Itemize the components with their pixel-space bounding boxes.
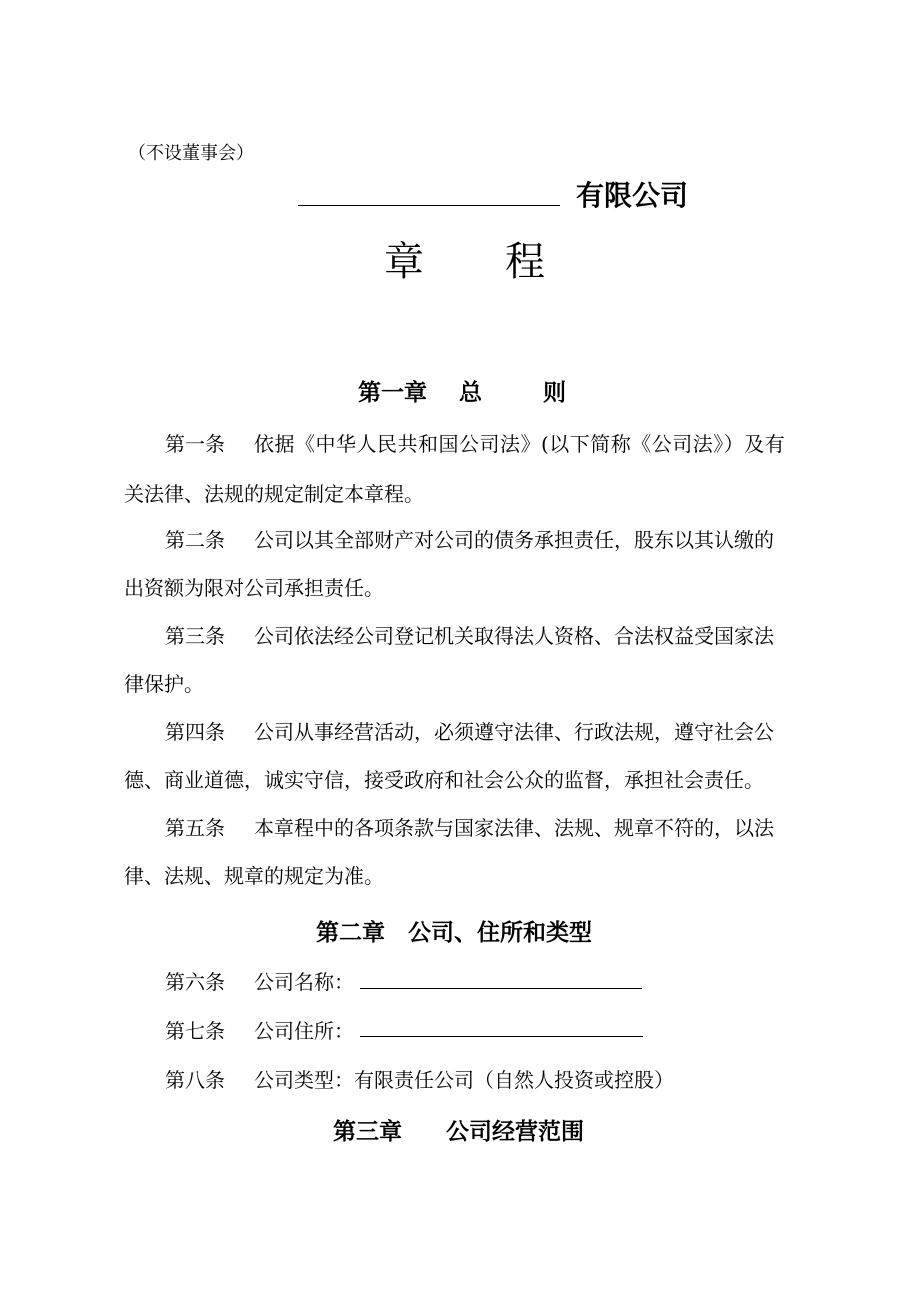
article-4-number: 第四条	[165, 720, 225, 744]
article-3-number: 第三条	[165, 624, 225, 648]
article-6-number: 第六条	[165, 970, 225, 994]
article-2-line2: 出资额为限对公司承担责任。	[124, 576, 384, 600]
article-3-line2: 律保护。	[124, 672, 204, 696]
doc-title-char2: 程	[505, 239, 545, 285]
article-6-text: 公司名称：	[254, 970, 354, 994]
chapter3-prefix: 第三章	[333, 1119, 402, 1145]
article-2-line1: 公司以其全部财产对公司的债务承担责任，股东以其认缴的	[254, 528, 774, 552]
company-name-blank	[298, 205, 560, 206]
article-8-text: 公司类型：有限责任公司（自然人投资或控股）	[254, 1068, 674, 1092]
article-5-number: 第五条	[165, 816, 225, 840]
article-7-text: 公司住所：	[254, 1019, 354, 1043]
article-4-line2: 德、商业道德，诚实守信，接受政府和社会公众的监督，承担社会责任。	[124, 768, 764, 792]
article-7-number: 第七条	[165, 1019, 225, 1043]
article-2-number: 第二条	[165, 528, 225, 552]
chapter1-name-1: 总	[459, 380, 482, 406]
article-1-line2: 关法律、法规的规定制定本章程。	[124, 482, 424, 506]
chapter3-name: 公司经营范围	[446, 1119, 584, 1145]
article-8-number: 第八条	[165, 1068, 225, 1092]
article-5-line2: 律、法规、规章的规定为准。	[124, 864, 384, 888]
article-3-line1: 公司依法经公司登记机关取得法人资格、合法权益受国家法	[254, 624, 774, 648]
chapter1-name-2: 则	[543, 380, 566, 406]
article-1-line1: 依据《中华人民共和国公司法》(以下简称《公司法》）及有	[254, 432, 786, 456]
company-suffix: 有限公司	[576, 179, 689, 212]
chapter1-prefix: 第一章	[358, 380, 427, 406]
company-name-field-line	[360, 988, 642, 989]
article-1-number: 第一条	[165, 432, 225, 456]
chapter2-title: 第二章 公司、住所和类型	[316, 920, 592, 946]
article-5-line1: 本章程中的各项条款与国家法律、法规、规章不符的，以法	[254, 816, 774, 840]
article-4-line1: 公司从事经营活动，必须遵守法律、行政法规，遵守社会公	[254, 720, 774, 744]
board-note: （不设董事会）	[128, 143, 254, 164]
doc-title-char1: 章	[384, 239, 424, 285]
company-address-field-line	[360, 1036, 643, 1037]
